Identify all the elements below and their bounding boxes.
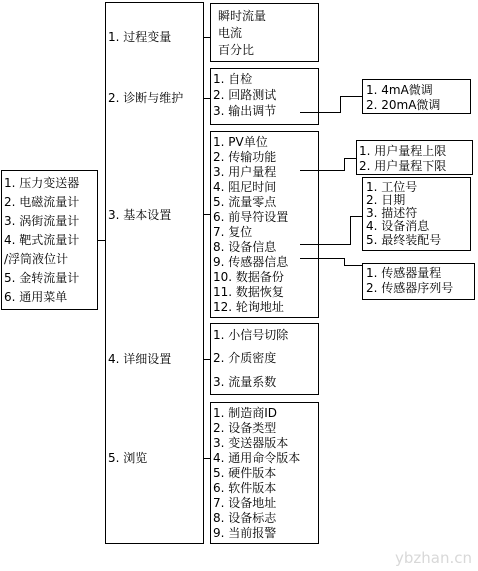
- pv-item: 百分比: [218, 43, 255, 57]
- basic-item: 6. 前导符设置: [213, 210, 289, 224]
- browse-item: 8. 设备标志: [213, 511, 277, 525]
- connector-user-range-h1: [300, 170, 344, 171]
- output-adjust-item: 1. 4mA微调: [366, 83, 433, 97]
- basic-item: 12. 轮询地址: [213, 300, 284, 314]
- connector-output-adjust-v: [340, 96, 341, 113]
- output-adjust-item: 2. 20mA微调: [366, 98, 441, 112]
- connector-user-range-h2: [344, 158, 356, 159]
- root-item: 3. 涡街流量计: [4, 214, 80, 228]
- root-item: 1. 压力变送器: [4, 176, 80, 190]
- connector-output-adjust-h1: [300, 112, 340, 113]
- root-item: /浮筒液位计: [4, 252, 69, 266]
- connector-device-info-v: [350, 216, 351, 245]
- connector-detail: [204, 359, 210, 360]
- pv-item: 瞬时流量: [218, 9, 267, 23]
- browse-item: 3. 变送器版本: [213, 436, 289, 450]
- watermark: ybzhan.cn: [395, 549, 472, 567]
- basic-item: 1. PV单位: [213, 135, 268, 149]
- device-info-item: 5. 最终装配号: [366, 233, 442, 247]
- root-connector: [98, 240, 105, 241]
- basic-item: 7. 复位: [213, 225, 253, 239]
- device-info-item: 3. 描述符: [366, 206, 418, 220]
- menu-process-variable: 1. 过程变量: [108, 30, 172, 44]
- connector-sensor-info-h1: [300, 258, 344, 259]
- device-info-item: 1. 工位号: [366, 180, 418, 194]
- device-info-item: 4. 设备消息: [366, 219, 430, 233]
- diag-item: 2. 回路测试: [213, 88, 277, 102]
- basic-item: 3. 用户量程: [213, 165, 277, 179]
- connector-output-adjust-h2: [340, 96, 362, 97]
- root-item: 4. 靶式流量计: [4, 233, 80, 247]
- connector-basic: [204, 214, 210, 215]
- menu-browse: 5. 浏览: [108, 451, 148, 465]
- connector-pv: [204, 37, 210, 38]
- connector-device-info-h2: [350, 216, 362, 217]
- menu-detail-setup: 4. 详细设置: [108, 352, 172, 366]
- user-range-item: 2. 用户量程下限: [359, 159, 447, 173]
- root-item: 5. 金转流量计: [4, 271, 80, 285]
- device-info-item: 2. 日期: [366, 193, 406, 207]
- pv-item: 电流: [218, 26, 243, 40]
- browse-item: 2. 设备类型: [213, 421, 277, 435]
- sensor-info-item: 1. 传感器量程: [366, 266, 442, 280]
- connector-browse: [204, 458, 210, 459]
- basic-item: 4. 阻尼时间: [213, 180, 277, 194]
- diag-item: 3. 输出调节: [213, 104, 277, 118]
- basic-item: 11. 数据恢复: [213, 285, 284, 299]
- browse-item: 5. 硬件版本: [213, 466, 277, 480]
- menu-diagnostics: 2. 诊断与维护: [108, 91, 184, 105]
- user-range-item: 1. 用户量程上限: [359, 144, 447, 158]
- root-item: 2. 电磁流量计: [4, 195, 80, 209]
- basic-item: 10. 数据备份: [213, 270, 284, 284]
- browse-item: 1. 制造商ID: [213, 406, 278, 420]
- basic-item: 5. 流量零点: [213, 195, 277, 209]
- root-item: 6. 通用菜单: [4, 290, 68, 304]
- basic-item: 2. 传输功能: [213, 150, 277, 164]
- browse-item: 7. 设备地址: [213, 496, 277, 510]
- browse-item: 4. 通用命令版本: [213, 451, 301, 465]
- detail-item: 3. 流量系数: [213, 375, 277, 389]
- sensor-info-item: 2. 传感器序列号: [366, 281, 454, 295]
- connector-user-range-v: [344, 158, 345, 171]
- detail-item: 2. 介质密度: [213, 351, 277, 365]
- diag-item: 1. 自检: [213, 72, 253, 86]
- browse-item: 6. 软件版本: [213, 481, 277, 495]
- menu-basic-setup: 3. 基本设置: [108, 208, 172, 222]
- connector-diag: [204, 98, 210, 99]
- browse-item: 9. 当前报警: [213, 526, 277, 540]
- detail-item: 1. 小信号切除: [213, 328, 289, 342]
- connector-sensor-info-v: [344, 258, 345, 265]
- basic-item: 9. 传感器信息: [213, 255, 289, 269]
- connector-sensor-info-h2: [344, 265, 362, 266]
- basic-item: 8. 设备信息: [213, 240, 277, 254]
- connector-device-info-h1: [300, 244, 350, 245]
